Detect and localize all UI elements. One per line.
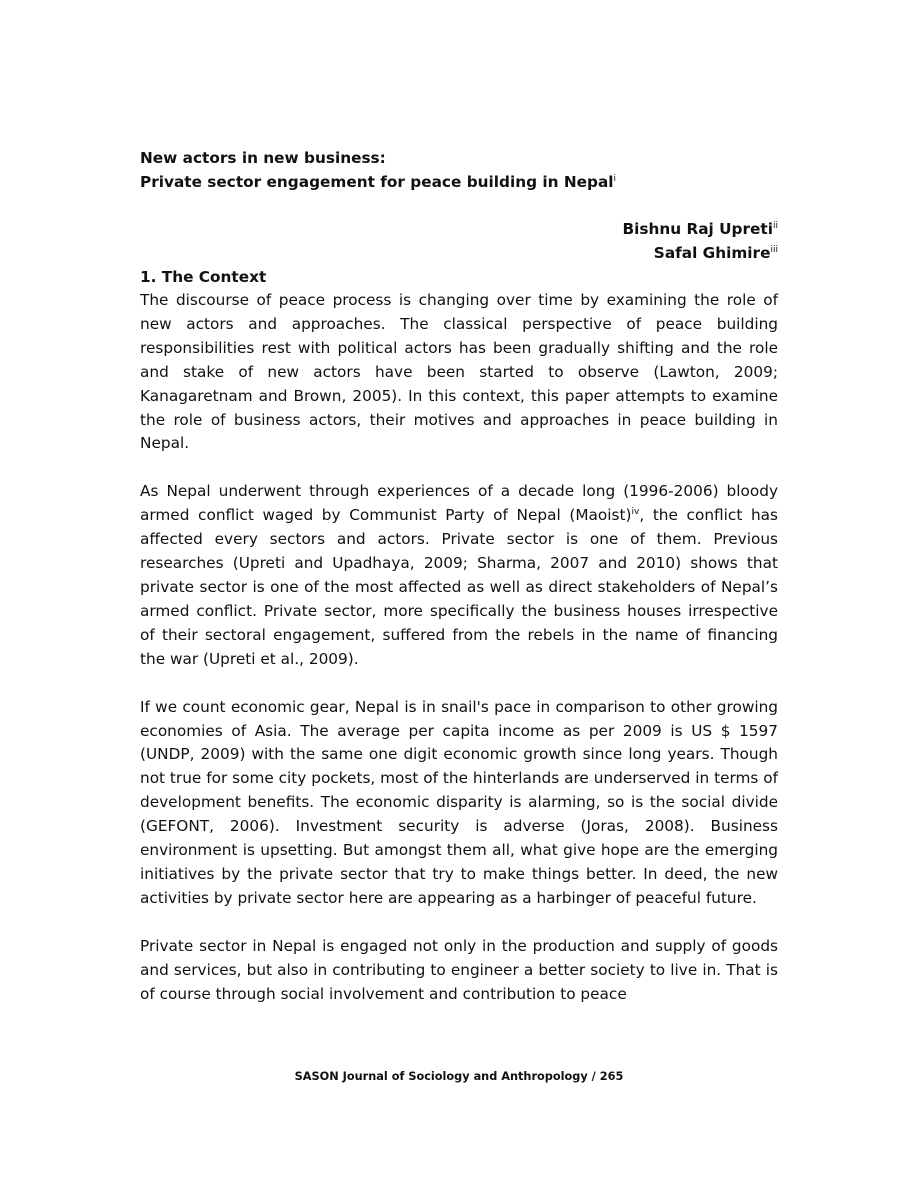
title-line-2 <box>140 170 778 194</box>
paragraph-3: If we count economic gear, Nepal is in snail's pace in comparison to other growing economies of Asia. The average per capita income as per 2009 is US $ 1597 (UNDP, 2009) with the same one digit economic growth since long years. Though not true for some city pockets, most of the hinterlands are underserved in terms of development benefits. The economic disparity is alarming, so is the social divide (GEFONT, 2006). Investment security is adverse (Joras, 2008). Business environment is upsetting. But amongst them all, what give hope are the emerging initiatives by the private sector that try to make things better. In deed, the new activities by private sector here are appearing as a harbinger of peaceful future. <box>140 697 778 907</box>
paragraph-2 <box>140 480 778 671</box>
author-1 <box>140 217 778 241</box>
author-1-name: Bishnu Raj Upreti <box>622 220 773 238</box>
title-line-1: New actors in new business: <box>140 149 386 167</box>
paragraph-2-part-1: As Nepal underwent through experiences of a decade long (1996-2006) bloody armed conflict waged by Communist Party of Nepal (Maoist) <box>140 482 778 525</box>
paragraph-4: Private sector in Nepal is engaged not only in the production and supply of goods and services, but also in contributing to engineer a better society to live in. That is of course through social involvement and contribution to peace <box>140 936 778 1003</box>
endnote-marker-i[interactable]: i <box>613 173 617 184</box>
document-page <box>140 146 778 1006</box>
paragraph-1: The discourse of peace process is changing over time by examining the role of new actors and approaches. The classical perspective of peace building responsibilities rest with political actors has been gradually shifting and the role and stake of new actors have been started to observe (Lawton, 2009; Kanagaretnam and Brown, 2005). In this context, this paper attempts to examine the role of business actors, their motives and approaches in peace building in Nepal. <box>140 291 778 453</box>
endnote-marker-iv[interactable]: iv <box>631 507 640 518</box>
endnote-marker-ii[interactable]: ii <box>772 220 778 231</box>
author-block <box>140 217 778 265</box>
author-2-name: Safal Ghimire <box>653 244 771 262</box>
paragraph-2-part-2: , the conflict has affected every sectors and actors. Private sector is one of them. Previous researches (Upreti and Upadhaya, 2009; Sharma, 2007 and 2010) shows that private sector is one of the most affected as well as direct stakeholders of Nepal’s armed conflict. Private sector, more specifically the business houses irrespective of their sectoral engagement, suffered from the rebels in the name of financing the war (Upreti et al., 2009). <box>140 506 778 668</box>
title-text: Private sector engagement for peace building in Nepal <box>140 173 614 191</box>
endnote-marker-iii[interactable]: iii <box>770 244 778 255</box>
page-footer: SASON Journal of Sociology and Anthropology / 265 <box>294 1070 624 1083</box>
section-heading: 1. The Context <box>140 268 267 286</box>
author-2 <box>140 241 778 265</box>
